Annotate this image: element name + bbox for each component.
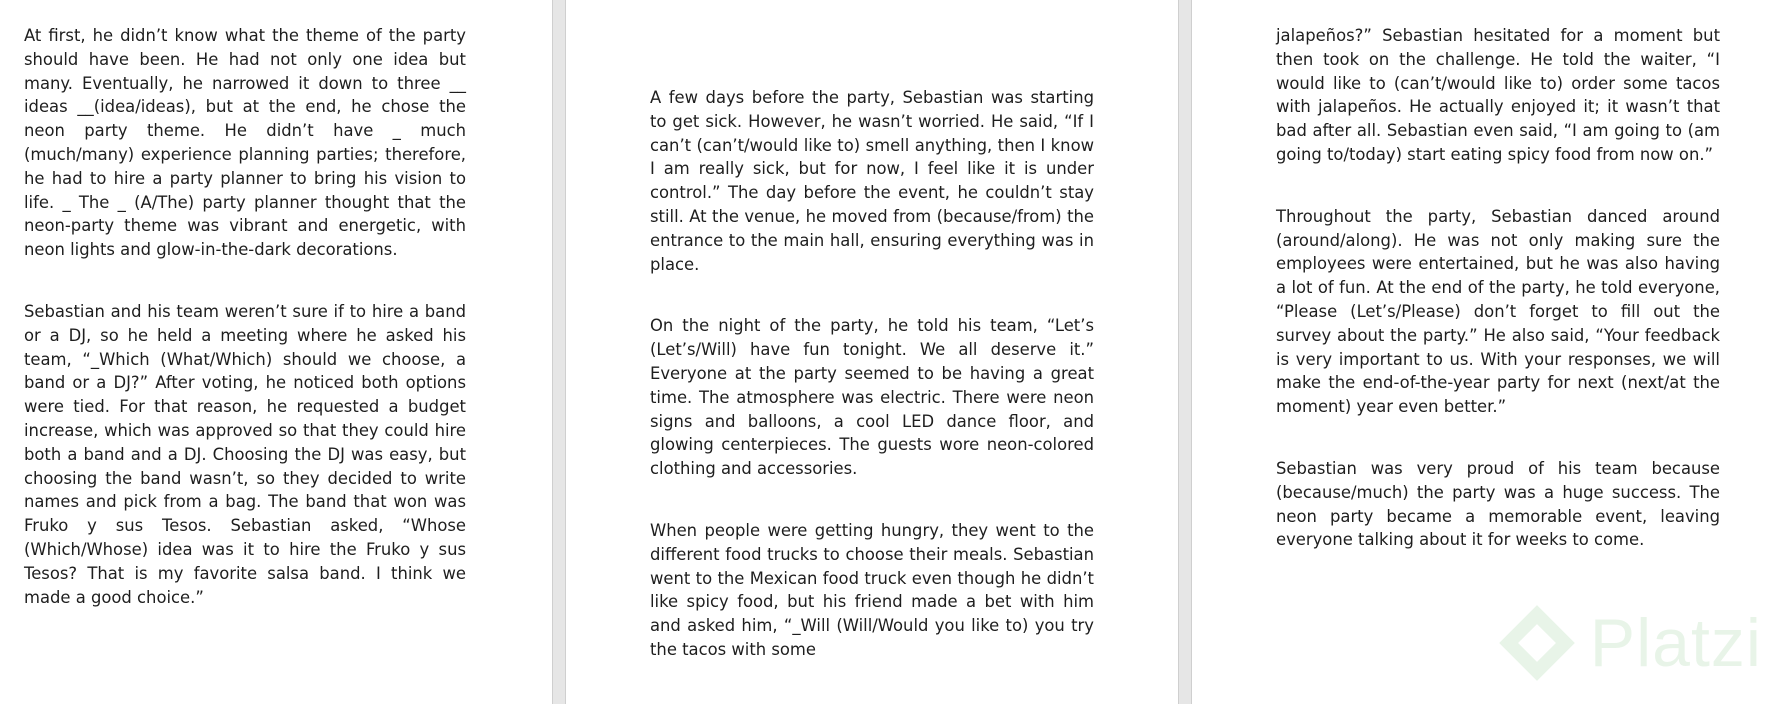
page-2-text-column <box>650 86 1094 662</box>
watermark-text: Platzi <box>1589 605 1762 681</box>
page-gap <box>1178 0 1192 704</box>
paragraph[interactable]: When people were getting hungry, they went to the different food trucks to choose their meals. Sebastian went to the Mexican food truck even though he didn’t like spicy food, but his friend made a bet with him and asked him, “_Will (Will/Would you like to) you try the tacos with some <box>650 520 1094 659</box>
document-page-3 <box>1192 0 1780 704</box>
paragraph[interactable]: Throughout the party, Sebastian danced around (around/along). He was not only making sure the employees were entertained, but he was also having a lot of fun. At the end of the party, he told everyone, “Please (Let’s/Please) don’t forget to fill out the survey about the party.” He also said, “Your feedback is very important to us. With your responses, we will make the end-of-the-year party for next (next/at the moment) year even better.” <box>1276 206 1720 417</box>
page-3-text-column <box>1276 24 1720 552</box>
paragraph[interactable]: A few days before the party, Sebastian was starting to get sick. However, he wasn’t worried. He said, “If I can’t (can’t/would like to) smell anything, then I know I am really sick, but for now, I feel like it is under control.” The day before the event, he couldn’t stay still. At the venue, he moved from (because/from) the entrance to the main hall, ensuring everything was in place. <box>650 88 1094 274</box>
paragraph[interactable]: jalapeños?” Sebastian hesitated for a moment but then took on the challenge. He told the waiter, “I would like to (can’t/would like to) order some tacos with jalapeños. He actually enjoyed it; it wasn’t that bad after all. Sebastian even said, “I am going to (am going to/today) start eating spicy food from now on.” <box>1276 26 1720 164</box>
document-page-1 <box>0 0 552 704</box>
platzi-logo-icon <box>1494 600 1580 686</box>
paragraph[interactable]: At first, he didn’t know what the theme of the party should have been. He had not only one idea but many. Eventually, he narrowed it down to three __ ideas __(idea/ideas), but at the end, he chose the neon party theme. He didn’t have _ much (much/many) experience planning parties; therefore, he had to hire a party planner to bring his vision to life. _ The _ (A/The) party planner thought that the neon-party theme was vibrant and energetic, with neon lights and glow-in-the-dark decorations. <box>24 26 466 260</box>
page-1-text-column <box>24 24 466 609</box>
platzi-watermark <box>1494 600 1762 686</box>
paragraph[interactable]: On the night of the party, he told his team, “Let’s (Let’s/Will) have fun tonight. We all deserve it.” Everyone at the party seemed to be having a great time. The atmosphere was electric. There were neon signs and balloons, a cool LED dance floor, and glowing centerpieces. The guests wore neon-colored clothing and accessories. <box>650 316 1094 479</box>
page-gap <box>552 0 566 704</box>
paragraph[interactable]: Sebastian was very proud of his team because (because/much) the party was a huge success. The neon party became a memorable event, leaving everyone talking about it for weeks to come. <box>1276 458 1720 550</box>
paragraph[interactable]: Sebastian and his team weren’t sure if to hire a band or a DJ, so he held a meeting where he asked his team, “_Which (What/Which) should we choose, a band or a DJ?” After voting, he noticed both options were tied. For that reason, he requested a budget increase, which was approved so that they could hire both a band and a DJ. Choosing the DJ was easy, but choosing the band wasn’t, so they decided to write names and pick from a bag. The band that won was Fruko y sus Tesos. Sebastian asked, “Whose (Which/Whose) idea was it to hire the Fruko y sus Tesos? That is my favorite salsa band. I think we made a good choice.” <box>24 301 466 607</box>
document-page-2 <box>566 0 1178 704</box>
